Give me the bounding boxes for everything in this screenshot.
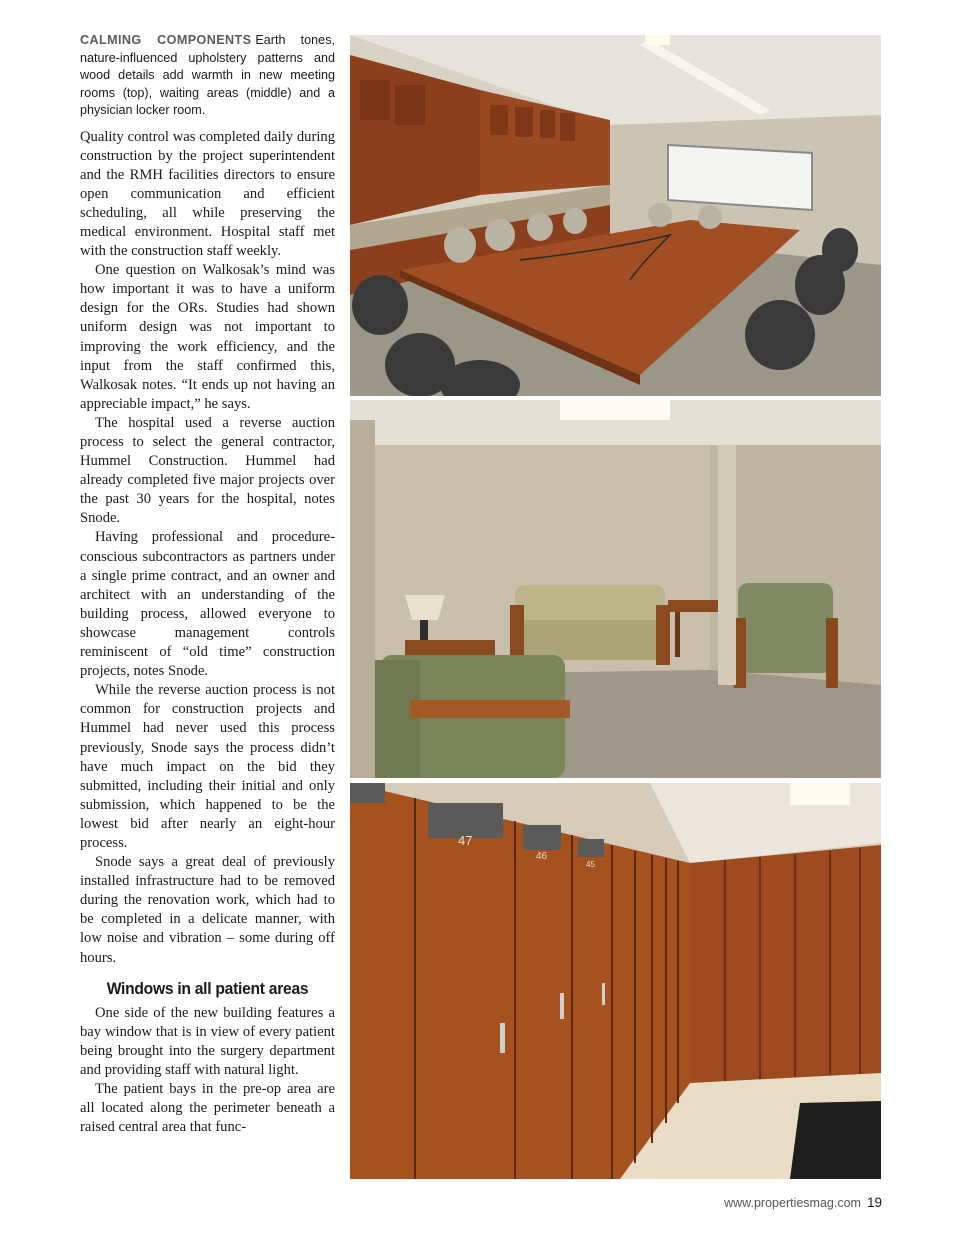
paragraph: Quality control was completed daily during construction by the project superintendent and the RMH facilities directors to ensure open communication and efficient scheduling, all while preserving the medical environment. Hospital staff met with the construction staff weekly. [80, 128, 335, 260]
section-subheading: Windows in all patient areas [106, 978, 309, 998]
paragraph: The patient bays in the pre-op area are all located along the perimeter beneath a raised central area that func- [80, 1081, 335, 1136]
waiting-area-photo [350, 400, 881, 778]
locker-number: 46 [536, 851, 548, 862]
locker-number: 47 [458, 833, 473, 848]
paragraph: One question on Walkosak’s mind was how important it was to have a uniform design for the ORs. Studies had shown uniform design was not important to improving the work efficiency, and the input from the staff confirmed this, Walkosak notes. “It ends up not having an appreciable impact,” he says. [80, 262, 335, 412]
paragraph: The hospital used a reverse auction process to select the general contractor, Hummel Construction. Hummel had already completed five major projects over the past 30 years for the hospital, notes Snode. [80, 414, 335, 527]
caption-text: Earth tones, nature-influenced upholstery patterns and wood details add warmth in new meeting rooms (top), waiting areas (middle) and a physician locker room. [80, 33, 335, 117]
locker-room-photo [350, 783, 881, 1179]
footer-url: www.propertiesmag.com [724, 1196, 861, 1210]
meeting-room-photo [350, 35, 881, 396]
locker-number: 45 [586, 860, 595, 869]
paragraph: One side of the new building features a bay window that is in view of every patient being brought into the surgery department and providing staff with natural light. [80, 1004, 335, 1078]
paragraph: Having professional and procedure-conscious subcontractors as partners under a single prime contract, and an owner and architect with an understanding of the building process, allowed everyone to showcase management controls reminiscent of “old time” construction projects, notes Snode. [80, 529, 335, 680]
text-column [80, 32, 335, 1137]
article-body [80, 128, 335, 1138]
caption-heading: CALMING COMPONENTS [80, 33, 252, 47]
paragraph: Snode says a great deal of previously installed infrastructure had to be removed during the renovation work, which had to be completed in a delicate manner, with low noise and vibration – some during off hours. [80, 854, 335, 966]
page-number: 19 [866, 1195, 882, 1210]
paragraph: While the reverse auction process is not common for construction projects and Hummel had never used this process previously, Snode says the process didn’t have much impact on the bid they submitted, including their initial and only submission, which happened to be the lowest bid after nearly an eight-hour process. [80, 682, 335, 851]
page-footer [724, 1195, 882, 1210]
photo-caption [80, 32, 335, 120]
